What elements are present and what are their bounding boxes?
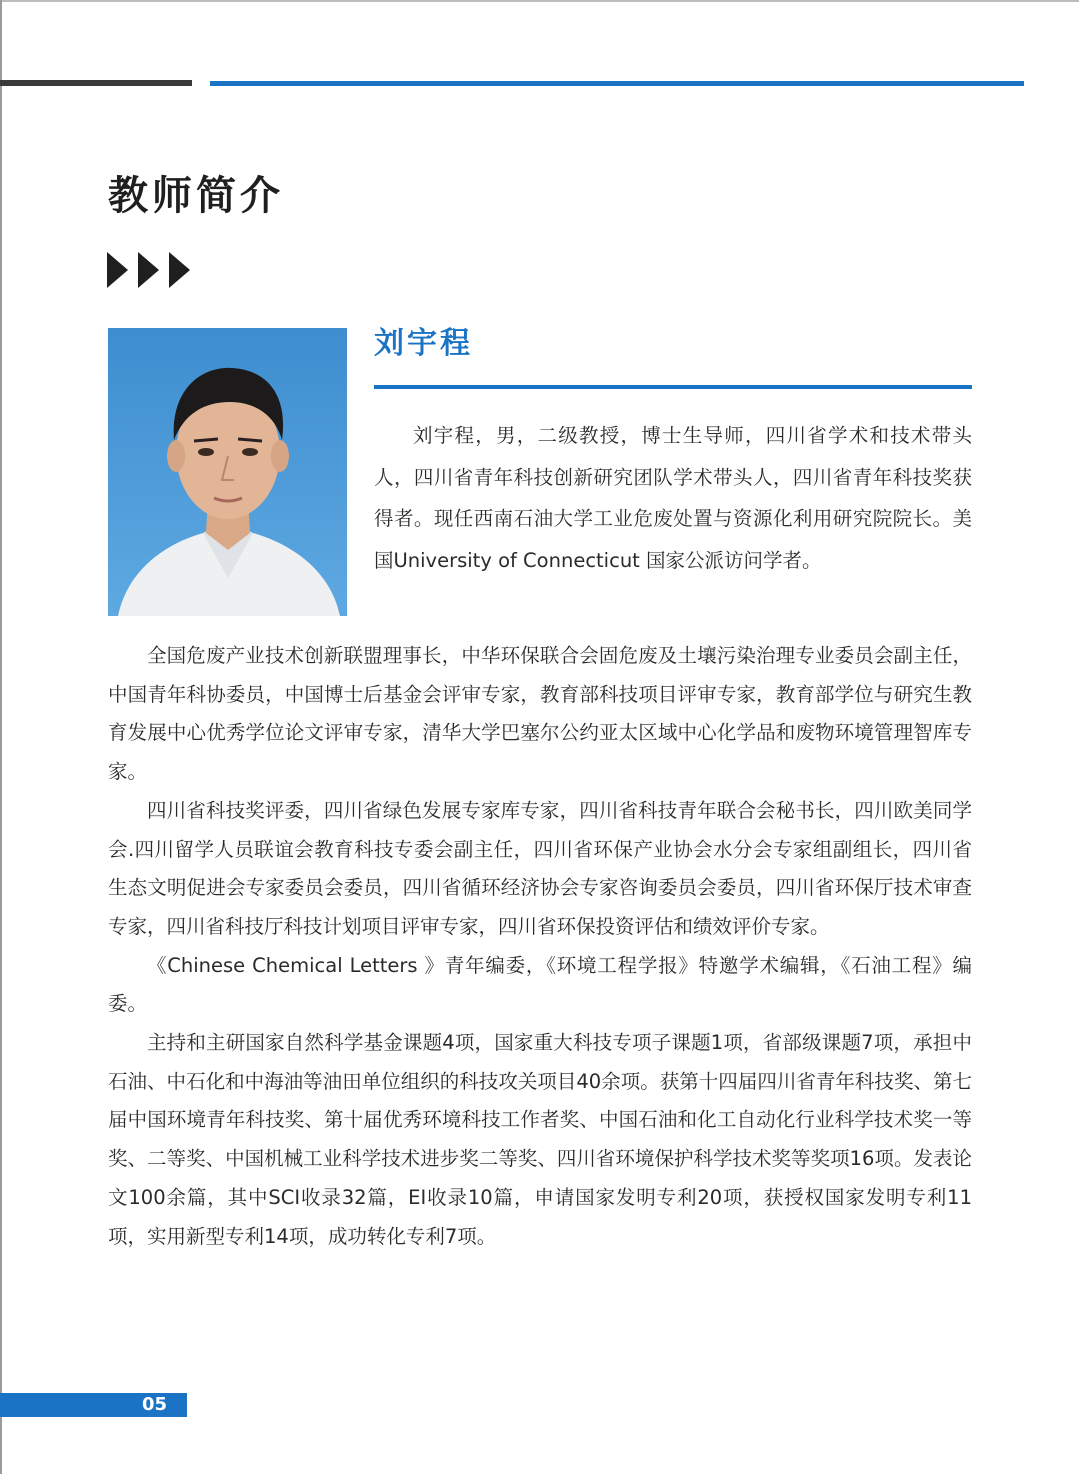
bio-paragraph-1: 全国危废产业技术创新联盟理事长，中华环保联合会固危废及土壤污染治理专业委员会副主任，中国青年科协委员，中国博士后基金会评审专家，教育部科技项目评审专家，教育部学位与研究生教育发展中心优秀学位论文评审专家，清华大学巴塞尔公约亚太区域中心化学品和废物环境管理智库专家。 [108,644,972,784]
header-rule-blue [210,81,1024,86]
section-title: 教师简介 [108,173,284,219]
bio-body [108,637,972,1256]
bio-paragraph-4: 主持和主研国家自然科学基金课题4项，国家重大科技专项子课题1项，省部级课题7项，承担中石油、中石化和中海油等油田单位组织的科技攻关项目40余项。获第十四届四川省青年科技奖、第七届中国环境青年科技奖、第十届优秀环境科技工作者奖、中国石油和化工自动化行业科学技术奖一等奖、二等奖、中国机械工业科学技术进步奖二等奖、四川省环境保护科学技术奖等奖项16项。发表论文100余篇，其中SCI收录32篇，EI收录10篇，申请国家发明专利20项，获授权国家发明专利11项，实用新型专利14项，成功转化专利7项。 [108,1031,972,1248]
person-name: 刘宇程 [374,326,473,361]
bio-paragraph-3: 《Chinese Chemical Letters 》青年编委，《环境工程学报》特邀学术编辑，《石油工程》编委。 [108,953,972,1016]
bio-paragraph-2: 四川省科技奖评委，四川省绿色发展专家库专家，四川省科技青年联合会秘书长，四川欧美同学会.四川留学人员联谊会教育科技专委会副主任，四川省环保产业协会水分会专家组副组长，四川省生态文明促进会专家委员会委员，四川省循环经济协会专家咨询委员会委员，四川省环保厅技术审查专家，四川省科技厅科技计划项目评审专家，四川省环保投资评估和绩效评价专家。 [108,798,972,938]
triple-arrow-icon [107,250,191,290]
page-number: 05 [141,1394,167,1415]
page-left-border [0,0,2,1474]
intro-paragraph: 刘宇程，男，二级教授，博士生导师，四川省学术和技术带头人，四川省青年科技创新研究团队学术带头人，四川省青年科技奖获得者。现任西南石油大学工业危废处置与资源化利用研究院院长。美国University of Connecticut 国家公派访问学者。 [374,424,972,572]
page-number-tab [0,1393,187,1417]
page-top-border [0,0,1079,2]
portrait-photo [108,328,347,616]
header-rule-dark [0,80,192,86]
name-underline [374,385,972,389]
